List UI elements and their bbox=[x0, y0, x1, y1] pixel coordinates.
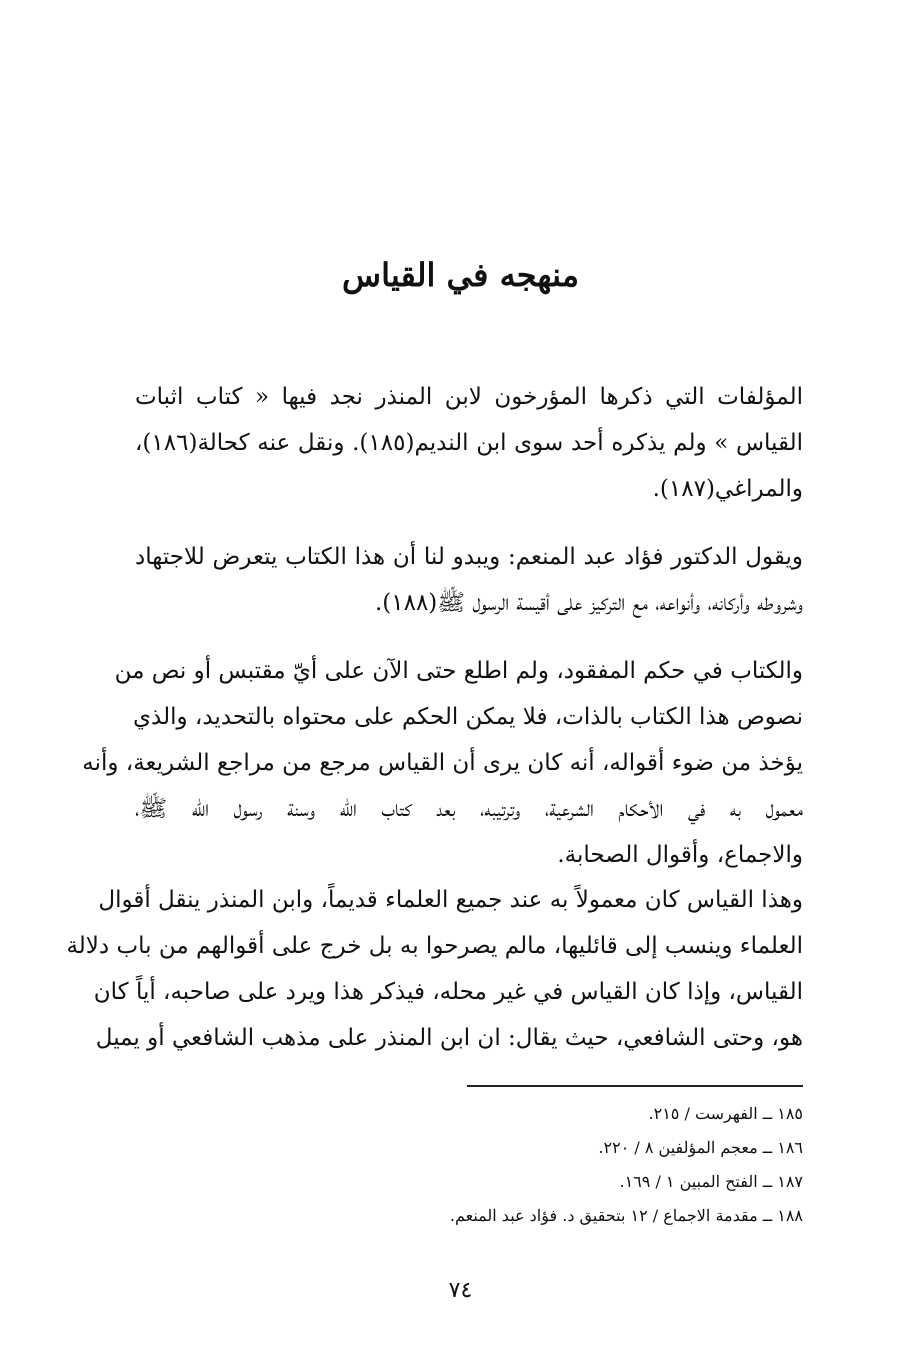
page-number: ٧٤ bbox=[448, 1278, 473, 1303]
text-line: هو، وحتى الشافعي، حيث يقال: ان ابن المنذر على مذهب الشافعي أو يميل bbox=[95, 1025, 803, 1051]
paragraph-1 bbox=[135, 374, 803, 512]
text-line: المؤلفات التي ذكرها المؤرخون لابن المنذر نجد فيها « كتاب اثبات bbox=[135, 384, 803, 410]
text-line: والمراغي(١٨٧). bbox=[652, 476, 803, 502]
text-line: يؤخذ من ضوء أقواله، أنه كان يرى أن القياس مرجع من مراجع الشريعة، وأنه bbox=[82, 750, 803, 776]
text-line: والاجماع، وأقوال الصحابة. bbox=[557, 842, 803, 868]
text-line: والكتاب في حكم المفقود، ولم اطلع حتى الآن على أيّ مقتبس أو نص من bbox=[114, 658, 803, 684]
chapter-title: منهجه في القياس bbox=[342, 256, 579, 294]
paragraph-2 bbox=[135, 534, 803, 626]
footnote-186: ١٨٦ ــ معجم المؤلفين ٨ / ٢٢٠. bbox=[598, 1138, 803, 1157]
footnote-187: ١٨٧ ــ الفتح المبين ١ / ١٦٩. bbox=[619, 1172, 803, 1191]
text-line: ويقول الدكتور فؤاد عبد المنعم: ويبدو لنا أن هذا الكتاب يتعرض للاجتهاد bbox=[135, 544, 803, 570]
text-line: معمول به في الأحكام الشرعية، وترتيبه، بعد كتاب الله وسنة رسول الله ﷺ، bbox=[135, 796, 803, 822]
paragraph-3 bbox=[82, 648, 803, 878]
text-line: العلماء وينسب إلى قائليها، مالم يصرحوا به بل خرج على أقوالهم من باب دلالة bbox=[66, 933, 803, 959]
text-line: وهذا القياس كان معمولاً به عند جميع العلماء قديماً، وابن المنذر ينقل أقوال bbox=[98, 887, 803, 913]
footnotes bbox=[303, 1097, 803, 1233]
footnote-divider bbox=[467, 1085, 803, 1087]
text-line: وشروطه وأركانه، وأنواعه، مع التركيز على أقيسة الرسول ﷺ(١٨٨). bbox=[374, 590, 803, 616]
footnote-188: ١٨٨ ــ مقدمة الاجماع / ١٢ بتحقيق د. فؤاد عبد المنعم. bbox=[449, 1206, 803, 1225]
footnote-185: ١٨٥ ــ الفهرست / ٢١٥. bbox=[648, 1104, 803, 1123]
paragraph-4 bbox=[66, 877, 803, 1061]
text-line: القياس » ولم يذكره أحد سوى ابن النديم(١٨٥). ونقل عنه كحالة(١٨٦)، bbox=[135, 430, 804, 456]
text-line: القياس، وإذا كان القياس في غير محله، فيذكر هذا ويرد على صاحبه، أياً كان bbox=[93, 979, 803, 1005]
text-line: نصوص هذا الكتاب بالذات، فلا يمكن الحكم على محتواه بالتحديد، والذي bbox=[133, 704, 803, 730]
